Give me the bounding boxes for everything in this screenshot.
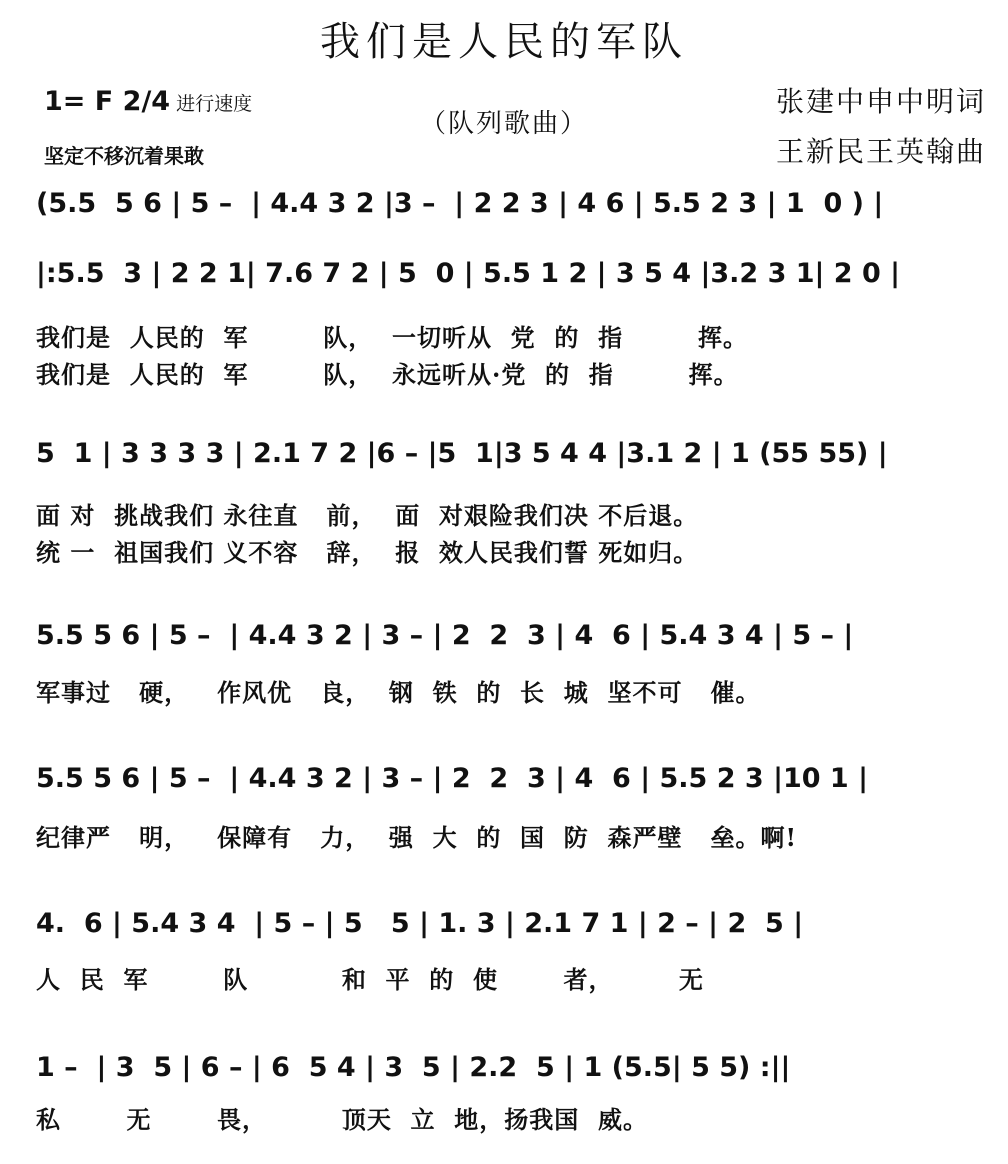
key-signature: 1= F 2/4 bbox=[44, 86, 171, 117]
score-line-3: 5 1 | 3 3 3 3 | 2.1 7 2 |6 – |5 1|3 5 4 4 |3.1 2 | 1 (55 55) | bbox=[36, 438, 888, 469]
score-line-2: |:5.5 3 | 2 2 1| 7.6 7 2 | 5 0 | 5.5 1 2 | 3 5 4 |3.2 3 1| 2 0 | bbox=[36, 258, 901, 289]
score-line-1: (5.5 5 6 | 5 – | 4.4 3 2 |3 – | 2 2 3 | 4 6 | 5.5 2 3 | 1 0 ) | bbox=[36, 188, 884, 219]
score-line-4: 5.5 5 6 | 5 – | 4.4 3 2 | 3 – | 2 2 3 | 4 6 | 5.4 3 4 | 5 – | bbox=[36, 620, 854, 651]
score-line-5: 5.5 5 6 | 5 – | 4.4 3 2 | 3 – | 2 2 3 | 4 6 | 5.5 2 3 |10 1 | bbox=[36, 763, 868, 794]
tempo-marking: 进行速度 bbox=[176, 93, 253, 115]
lyric-line-3-verse-1: 面 对 挑战我们 永往直 前， 面 对艰险我们决 不后退。 bbox=[36, 501, 699, 530]
song-subtitle: （队列歌曲） bbox=[419, 109, 588, 139]
expression-marking: 坚定不移沉着果敢 bbox=[44, 144, 204, 168]
lyric-line-2-verse-1: 我们是 人民的 军 队， 一切听从 党 的 指 挥。 bbox=[36, 323, 748, 352]
lyric-line-6: 人 民 军 队 和 平 的 使 者， 无 bbox=[36, 965, 704, 994]
lyric-line-7: 私 无 畏， 顶天 立 地，扬我国 威。 bbox=[36, 1105, 648, 1134]
lyric-line-4: 军事过 硬， 作风优 良， 钢 铁 的 长 城 坚不可 催。 bbox=[36, 678, 761, 707]
score-line-6: 4. 6 | 5.4 3 4 | 5 – | 5 5 | 1. 3 | 2.1 7 1 | 2 – | 2 5 | bbox=[36, 908, 804, 939]
lyric-line-5: 纪律严 明， 保障有 力， 强 大 的 国 防 森严壁 垒。啊! bbox=[36, 823, 798, 852]
lyric-line-3-verse-2: 统 一 祖国我们 义不容 辞， 报 效人民我们誓 死如归。 bbox=[36, 538, 699, 567]
song-title: 我们是人民的军队 bbox=[320, 19, 688, 65]
lyricist-credit: 张建中申中明词 bbox=[775, 85, 986, 118]
composer-credit: 王新民王英翰曲 bbox=[775, 135, 986, 168]
score-line-7: 1 – | 3 5 | 6 – | 6 5 4 | 3 5 | 2.2 5 | 1 (5.5| 5 5) :|| bbox=[36, 1052, 791, 1083]
key-signature-line bbox=[44, 86, 252, 117]
lyric-line-2-verse-2: 我们是 人民的 军 队， 永远听从·党 的 指 挥。 bbox=[36, 360, 739, 389]
